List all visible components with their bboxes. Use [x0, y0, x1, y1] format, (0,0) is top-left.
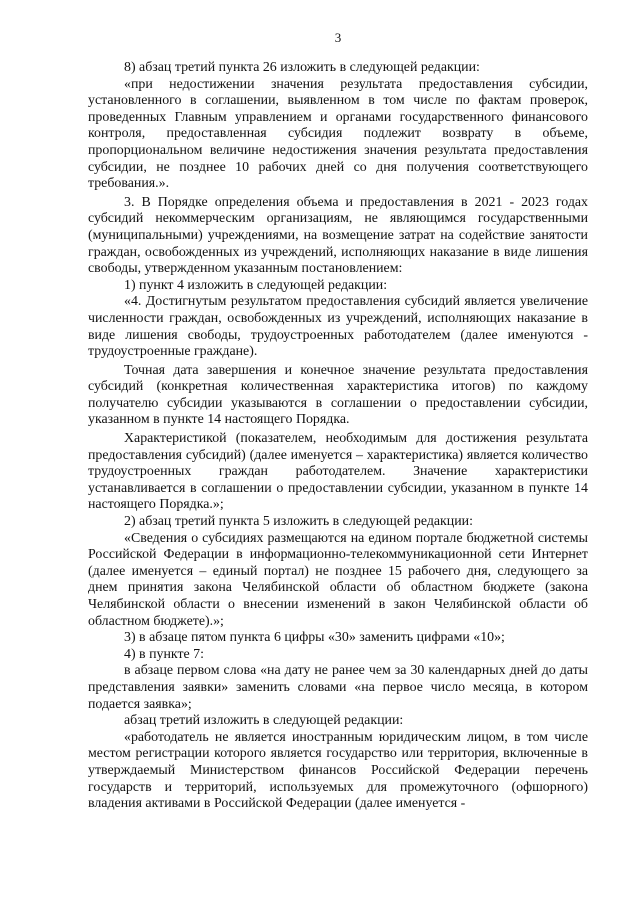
paragraph-quote-point-4: «4. Достигнутым результатом предоставления субсидий является увеличение численности граждан, освобожденных из учреждений, исполняющих наказание в виде лишения свободы, трудоустроенных работодателем (далее именуются - трудоустроенные граждане).	[88, 294, 588, 360]
paragraph-subitem-4: 4) в пункте 7:	[124, 646, 204, 662]
page-number: 3	[334, 30, 342, 45]
document-body	[88, 60, 588, 813]
paragraph-result-date: Точная дата завершения и конечное значение результата предоставления субсидий (конкретная количественная характеристика итогов) по каждому получателю субсидии указываются в соглашении о предоставлении субсидии, указанном в пункте 14 настоящего Порядка.	[88, 362, 588, 428]
paragraph-subitem-2: 2) абзац третий пункта 5 изложить в следующей редакции:	[124, 514, 473, 530]
paragraph-first-abzac: в абзаце первом слова «на дату не ранее чем за 30 календарных дней до даты представления заявки» заменить словами «на первое число месяца, в котором подается заявка»;	[88, 663, 588, 712]
paragraph-third-abzac: абзац третий изложить в следующей редакции:	[124, 713, 404, 729]
paragraph-subitem-1: 1) пункт 4 изложить в следующей редакции:	[124, 277, 388, 293]
paragraph-quote-employer: «работодатель не является иностранным юридическим лицом, в том числе местом регистрации которого является государство или территория, включенные в утверждаемый Министерством финансов Российской Федерации перечень государств и территорий, используемых для промежуточного (офшорного) владения активами в Российской Федерации (далее именуется -	[88, 729, 588, 812]
paragraph-subitem-3: 3) в абзаце пятом пункта 6 цифры «30» заменить цифрами «10»;	[124, 630, 505, 646]
paragraph-characteristic: Характеристикой (показателем, необходимым для достижения результата предоставления субсидий) (далее именуется – характеристика) является количество трудоустроенных граждан работодателем. Значение характеристики устанавливается в соглашении о предоставлении субсидии, указанном в пункте 14 настоящего Порядка.»;	[88, 431, 588, 513]
paragraph-item-8: 8) абзац третий пункта 26 изложить в следующей редакции:	[124, 60, 480, 75]
paragraph-section-3: 3. В Порядке определения объема и предоставления в 2021 - 2023 годах субсидий некоммерческим организациям, не являющимся государственными (муниципальными) учреждениями, на возмещение затрат на содействие занятости граждан, освобожденных из учреждений, исполняющих наказание в виде лишения свободы, утвержденном указанным постановлением:	[88, 194, 588, 277]
paragraph-quote-point-5: «Сведения о субсидиях размещаются на едином портале бюджетной системы Российской Федерации в информационно-телекоммуникационной сети Интернет (далее именуется – единый портал) не позднее 15 рабочего дня, следующего за днем принятия закона Челябинской области об областном бюджете (закона Челябинской области о внесении изменений в закон Челябинской области об областном бюджете).»;	[88, 530, 588, 629]
paragraph-quote-item-8: «при недостижении значения результата предоставления субсидии, установленного в соглашении, выявленном в том числе по фактам проверок, проведенных Главным управлением и органами государственного финансового контроля, предоставленная субсидия подлежит возврату в объеме, пропорциональном величине недостижения значения результата предоставления субсидии, не позднее 10 рабочих дней со дня получения соответствующего требования.».	[88, 76, 588, 192]
